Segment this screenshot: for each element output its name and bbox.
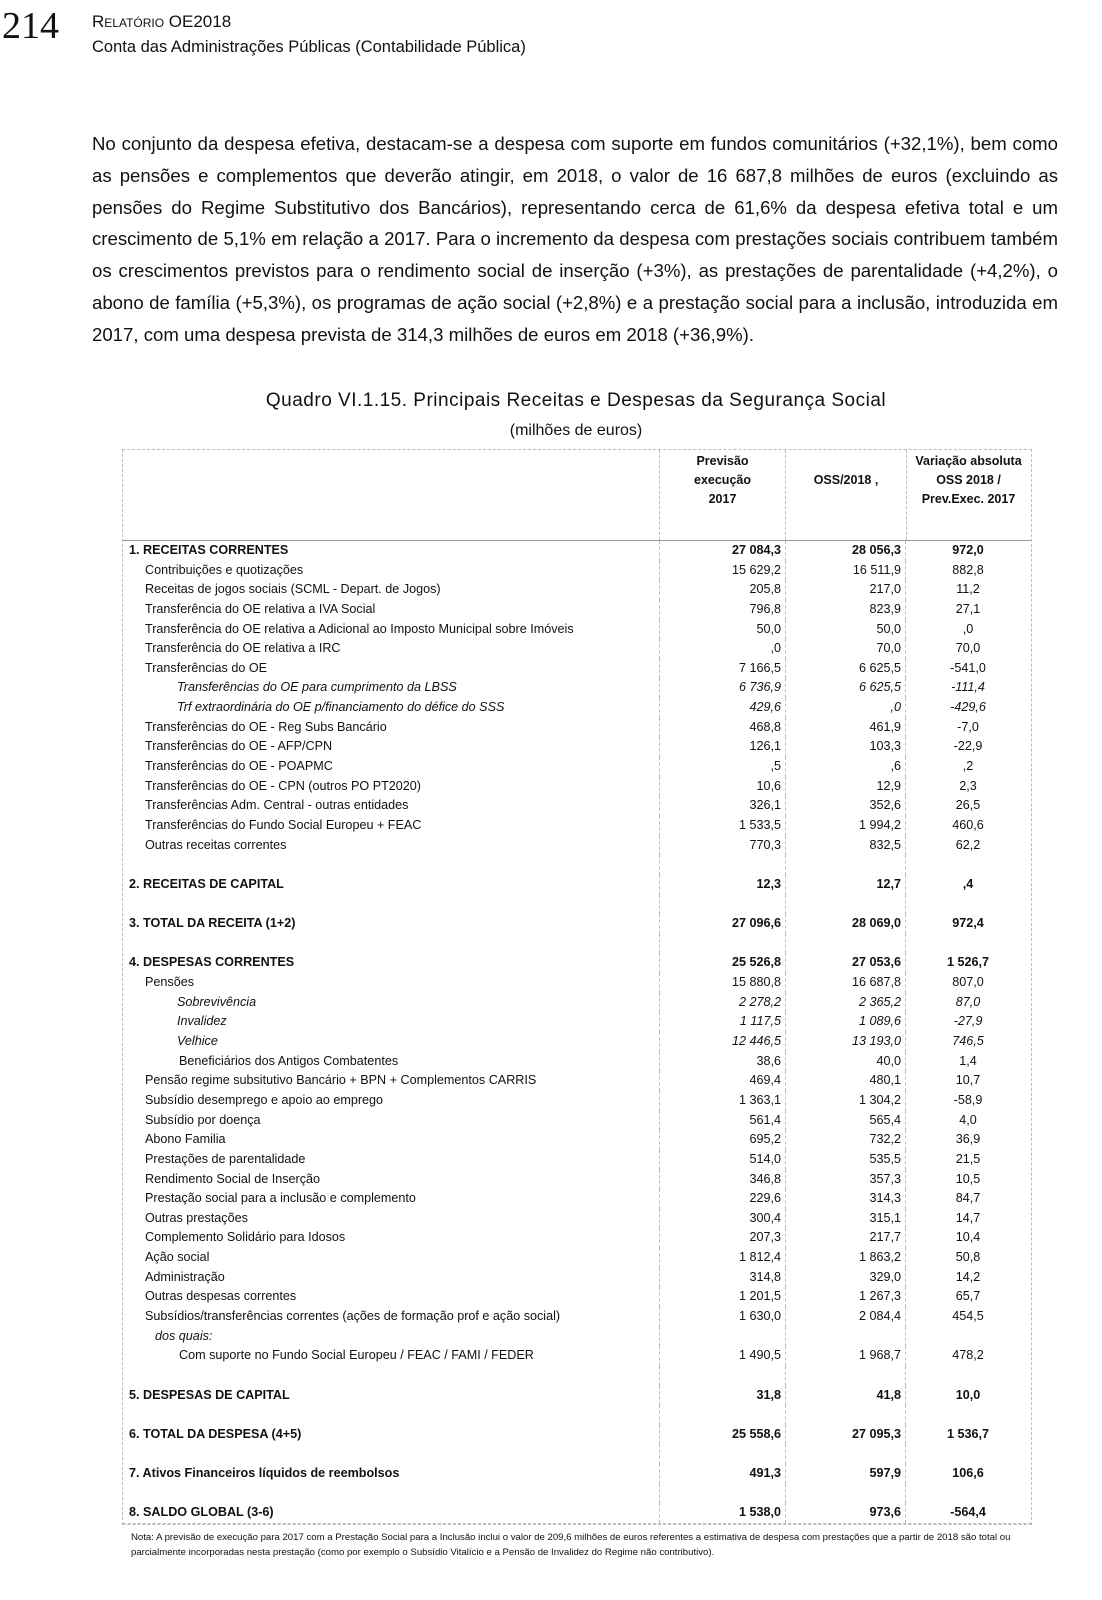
row-label: Pensão regime subsitutivo Bancário + BPN + Complementos CARRIS bbox=[145, 1073, 537, 1088]
row-label: Transferência do OE relativa a IVA Social bbox=[145, 601, 376, 616]
row-label: 3. TOTAL DA RECEITA (1+2) bbox=[129, 916, 296, 931]
value-oss-2018: 27 095,3 bbox=[785, 1425, 905, 1445]
value-prev-2017: 429,6 bbox=[659, 698, 785, 718]
table-row bbox=[123, 757, 1031, 777]
value-prev-2017: 15 880,8 bbox=[659, 973, 785, 993]
value-oss-2018 bbox=[785, 855, 905, 875]
report-subtitle: Conta das Administrações Públicas (Contabilidade Pública) bbox=[92, 38, 526, 56]
table-note: Nota: A previsão de execução para 2017 com a Prestação Social para a Inclusão inclui o valor de 209,6 milhões de euros referentes a estimativa de despesa com prestações que a partir de 2018 são total ou parcialmente incorporadas nesta prestação (como por exemplo o Subsídio Vitalício e a Pensão de Invalidez do Regime não contributivo). bbox=[131, 1532, 1011, 1558]
row-label: Transferências do OE - CPN (outros PO PT2020) bbox=[145, 778, 421, 793]
value-oss-2018: 1 968,7 bbox=[785, 1346, 905, 1366]
value-oss-2018: 357,3 bbox=[785, 1170, 905, 1190]
value-variation: 807,0 bbox=[905, 973, 1030, 993]
value-variation: 746,5 bbox=[905, 1032, 1030, 1052]
value-variation bbox=[905, 934, 1030, 954]
row-label: Subsídio desemprego e apoio ao emprego bbox=[145, 1092, 384, 1107]
row-label: Abono Familia bbox=[145, 1132, 226, 1147]
row-label: 2. RECEITAS DE CAPITAL bbox=[129, 876, 284, 891]
spacer-row bbox=[123, 895, 1031, 915]
value-variation: -7,0 bbox=[905, 718, 1030, 738]
value-prev-2017: 126,1 bbox=[659, 737, 785, 757]
value-oss-2018 bbox=[785, 1327, 905, 1347]
row-label: Transferência do OE relativa a Adicional ao Imposto Municipal sobre Imóveis bbox=[145, 621, 574, 636]
report-title: Relatório OE2018 bbox=[92, 12, 232, 31]
value-prev-2017: 469,4 bbox=[659, 1071, 785, 1091]
row-label: Com suporte no Fundo Social Europeu / FEAC / FAMI / FEDER bbox=[179, 1348, 534, 1363]
row-label bbox=[123, 855, 659, 875]
value-oss-2018: 16 511,9 bbox=[785, 561, 905, 581]
row-label: Transferências Adm. Central - outras entidades bbox=[145, 798, 409, 813]
row-label: Transferências do OE - Reg Subs Bancário bbox=[145, 719, 387, 734]
table-row bbox=[123, 1228, 1031, 1248]
table-row bbox=[123, 953, 1031, 973]
table-row bbox=[123, 836, 1031, 856]
value-oss-2018: 28 069,0 bbox=[785, 914, 905, 934]
table-row bbox=[123, 1386, 1031, 1406]
row-label: dos quais: bbox=[155, 1328, 213, 1343]
row-label: 7. Ativos Financeiros líquidos de reembolsos bbox=[129, 1466, 400, 1481]
row-label: Subsídios/transferências correntes (ações de formação prof e ação social) bbox=[145, 1308, 561, 1323]
value-variation: -111,4 bbox=[905, 678, 1030, 698]
table-row bbox=[123, 1130, 1031, 1150]
data-table bbox=[122, 449, 1032, 1525]
value-oss-2018: 480,1 bbox=[785, 1071, 905, 1091]
value-prev-2017: 314,8 bbox=[659, 1268, 785, 1288]
value-prev-2017 bbox=[659, 1444, 785, 1464]
value-variation: 454,5 bbox=[905, 1307, 1030, 1327]
row-label: Transferências do OE - AFP/CPN bbox=[145, 739, 333, 754]
value-prev-2017 bbox=[659, 1327, 785, 1347]
row-label: 4. DESPESAS CORRENTES bbox=[129, 955, 295, 970]
value-variation: ,2 bbox=[905, 757, 1030, 777]
value-variation: 65,7 bbox=[905, 1287, 1030, 1307]
value-oss-2018: 12,7 bbox=[785, 875, 905, 895]
value-variation: 26,5 bbox=[905, 796, 1030, 816]
value-oss-2018: 565,4 bbox=[785, 1111, 905, 1131]
value-variation bbox=[905, 1444, 1030, 1464]
value-oss-2018: 329,0 bbox=[785, 1268, 905, 1288]
value-oss-2018: 973,6 bbox=[785, 1503, 905, 1523]
value-oss-2018: 732,2 bbox=[785, 1130, 905, 1150]
row-label: Velhice bbox=[177, 1034, 218, 1049]
value-prev-2017: 10,6 bbox=[659, 777, 785, 797]
row-label: Transferências do OE - POAPMC bbox=[145, 759, 333, 774]
row-label: Outras receitas correntes bbox=[145, 837, 287, 852]
value-variation: -564,4 bbox=[905, 1503, 1030, 1523]
value-variation: -58,9 bbox=[905, 1091, 1030, 1111]
row-label: Contribuições e quotizações bbox=[145, 562, 304, 577]
value-prev-2017: 205,8 bbox=[659, 580, 785, 600]
value-prev-2017: 38,6 bbox=[659, 1052, 785, 1072]
value-variation: 21,5 bbox=[905, 1150, 1030, 1170]
value-prev-2017: 1 538,0 bbox=[659, 1503, 785, 1523]
table-row bbox=[123, 1189, 1031, 1209]
value-oss-2018: 823,9 bbox=[785, 600, 905, 620]
value-oss-2018: 103,3 bbox=[785, 737, 905, 757]
row-label: Prestação social para a inclusão e complemento bbox=[145, 1191, 416, 1206]
value-prev-2017: 15 629,2 bbox=[659, 561, 785, 581]
value-oss-2018: 13 193,0 bbox=[785, 1032, 905, 1052]
value-oss-2018 bbox=[785, 1444, 905, 1464]
value-variation: 14,2 bbox=[905, 1268, 1030, 1288]
value-variation: 70,0 bbox=[905, 639, 1030, 659]
value-prev-2017: 796,8 bbox=[659, 600, 785, 620]
value-variation: 10,5 bbox=[905, 1170, 1030, 1190]
header-blank bbox=[123, 450, 659, 540]
value-variation bbox=[905, 1484, 1030, 1504]
table-row bbox=[123, 914, 1031, 934]
value-prev-2017: 770,3 bbox=[659, 836, 785, 856]
value-prev-2017: 12,3 bbox=[659, 875, 785, 895]
value-oss-2018: 352,6 bbox=[785, 796, 905, 816]
row-label: Transferências do OE bbox=[145, 660, 268, 675]
value-oss-2018 bbox=[785, 934, 905, 954]
value-oss-2018: 1 863,2 bbox=[785, 1248, 905, 1268]
value-oss-2018: 2 365,2 bbox=[785, 993, 905, 1013]
value-prev-2017: 561,4 bbox=[659, 1111, 785, 1131]
row-label: 6. TOTAL DA DESPESA (4+5) bbox=[129, 1426, 302, 1441]
table-row bbox=[123, 561, 1031, 581]
table-row bbox=[123, 816, 1031, 836]
table-row bbox=[123, 1150, 1031, 1170]
spacer-row bbox=[123, 1405, 1031, 1425]
value-variation: -429,6 bbox=[905, 698, 1030, 718]
value-prev-2017: 1 812,4 bbox=[659, 1248, 785, 1268]
row-label: Administração bbox=[145, 1269, 225, 1284]
value-variation: 50,8 bbox=[905, 1248, 1030, 1268]
table-row bbox=[123, 1209, 1031, 1229]
value-variation: 460,6 bbox=[905, 816, 1030, 836]
value-variation: -541,0 bbox=[905, 659, 1030, 679]
value-variation: 1 536,7 bbox=[905, 1425, 1030, 1445]
value-oss-2018 bbox=[785, 1484, 905, 1504]
row-label: Transferências do OE para cumprimento da LBSS bbox=[177, 680, 457, 695]
row-label: Transferências do Fundo Social Europeu + FEAC bbox=[145, 817, 422, 832]
value-oss-2018: 41,8 bbox=[785, 1386, 905, 1406]
value-oss-2018 bbox=[785, 1366, 905, 1386]
row-label bbox=[123, 934, 659, 954]
value-variation: ,0 bbox=[905, 620, 1030, 640]
value-oss-2018 bbox=[785, 895, 905, 915]
body-paragraph: No conjunto da despesa efetiva, destacam-se a despesa com suporte em fundos comunitários (+32,1%), bem como as pensões e complementos que deverão atingir, em 2018, o valor de 16 687,8 milhões de euros (excluindo as pensões do Regime Substitutivo dos Bancários), representando cerca de 61,6% da despesa efetiva total e um crescimento de 5,1% em relação a 2017. Para o incremento da despesa com prestações sociais contribuem também os crescimentos previstos para o rendimento social de inserção (+3%), as prestações de parentalidade (+4,2%), o abono de família (+5,3%), os programas de ação social (+2,8%) e a prestação social para a inclusão, introduzida em 2017, com uma despesa prevista de 314,3 milhões de euros em 2018 (+36,9%). bbox=[92, 133, 1058, 345]
value-oss-2018: 70,0 bbox=[785, 639, 905, 659]
value-oss-2018: ,0 bbox=[785, 698, 905, 718]
value-oss-2018: 1 304,2 bbox=[785, 1091, 905, 1111]
table-row bbox=[123, 1248, 1031, 1268]
value-variation: 11,2 bbox=[905, 580, 1030, 600]
value-oss-2018: 217,0 bbox=[785, 580, 905, 600]
value-oss-2018: 217,7 bbox=[785, 1228, 905, 1248]
value-prev-2017: 7 166,5 bbox=[659, 659, 785, 679]
row-label: 8. SALDO GLOBAL (3-6) bbox=[129, 1505, 274, 1520]
spacer-row bbox=[123, 855, 1031, 875]
row-label: 1. RECEITAS CORRENTES bbox=[129, 543, 289, 557]
table-row bbox=[123, 1071, 1031, 1091]
row-label: Pensões bbox=[145, 975, 195, 990]
value-prev-2017: 27 084,3 bbox=[659, 541, 785, 561]
value-prev-2017: 6 736,9 bbox=[659, 678, 785, 698]
table-row bbox=[123, 620, 1031, 640]
page-number: 214 bbox=[2, 5, 59, 47]
value-prev-2017: 50,0 bbox=[659, 620, 785, 640]
table-row bbox=[123, 1268, 1031, 1288]
value-prev-2017 bbox=[659, 1484, 785, 1504]
table-header bbox=[123, 450, 1031, 541]
table-row bbox=[123, 1346, 1031, 1366]
value-oss-2018: 27 053,6 bbox=[785, 953, 905, 973]
value-variation: 972,4 bbox=[905, 914, 1030, 934]
table-row bbox=[123, 600, 1031, 620]
table-row bbox=[123, 1111, 1031, 1131]
row-label: Sobrevivência bbox=[177, 994, 257, 1009]
value-oss-2018: 6 625,5 bbox=[785, 678, 905, 698]
value-oss-2018: 832,5 bbox=[785, 836, 905, 856]
table-row bbox=[123, 1287, 1031, 1307]
table-row bbox=[123, 698, 1031, 718]
value-variation bbox=[905, 1405, 1030, 1425]
table-row bbox=[123, 580, 1031, 600]
table-row bbox=[123, 639, 1031, 659]
table-row bbox=[123, 796, 1031, 816]
table-row bbox=[123, 1052, 1031, 1072]
row-label: Beneficiários dos Antigos Combatentes bbox=[179, 1053, 399, 1068]
table-row bbox=[123, 1503, 1031, 1524]
value-variation: 10,4 bbox=[905, 1228, 1030, 1248]
row-label: Prestações de parentalidade bbox=[145, 1151, 306, 1166]
value-prev-2017: 1 630,0 bbox=[659, 1307, 785, 1327]
value-variation: 14,7 bbox=[905, 1209, 1030, 1229]
table-row bbox=[123, 1032, 1031, 1052]
table-body bbox=[123, 541, 1031, 1524]
value-variation: 10,0 bbox=[905, 1386, 1030, 1406]
value-variation: 62,2 bbox=[905, 836, 1030, 856]
value-oss-2018: 2 084,4 bbox=[785, 1307, 905, 1327]
value-variation: 882,8 bbox=[905, 561, 1030, 581]
spacer-row bbox=[123, 1484, 1031, 1504]
value-variation bbox=[905, 1327, 1030, 1347]
value-oss-2018: 50,0 bbox=[785, 620, 905, 640]
value-oss-2018: 12,9 bbox=[785, 777, 905, 797]
value-prev-2017: 1 363,1 bbox=[659, 1091, 785, 1111]
table-caption: Quadro VI.1.15. Principais Receitas e Despesas da Segurança Social bbox=[265, 390, 887, 411]
value-prev-2017: 1 117,5 bbox=[659, 1012, 785, 1032]
spacer-row bbox=[123, 934, 1031, 954]
value-prev-2017: ,5 bbox=[659, 757, 785, 777]
value-oss-2018: 597,9 bbox=[785, 1464, 905, 1484]
value-oss-2018: 1 994,2 bbox=[785, 816, 905, 836]
value-variation: 27,1 bbox=[905, 600, 1030, 620]
table-row bbox=[123, 777, 1031, 797]
value-prev-2017: 25 558,6 bbox=[659, 1425, 785, 1445]
table-row bbox=[123, 1091, 1031, 1111]
value-prev-2017 bbox=[659, 934, 785, 954]
row-label: Receitas de jogos sociais (SCML - Depart. de Jogos) bbox=[145, 582, 441, 597]
table-row bbox=[123, 875, 1031, 895]
value-oss-2018: 315,1 bbox=[785, 1209, 905, 1229]
value-prev-2017: 229,6 bbox=[659, 1189, 785, 1209]
table-row bbox=[123, 1425, 1031, 1445]
row-label bbox=[123, 895, 659, 915]
value-variation: 36,9 bbox=[905, 1130, 1030, 1150]
value-variation: 1 526,7 bbox=[905, 953, 1030, 973]
value-variation: 87,0 bbox=[905, 993, 1030, 1013]
value-variation bbox=[905, 1366, 1030, 1386]
table-row bbox=[123, 659, 1031, 679]
spacer-row bbox=[123, 1444, 1031, 1464]
row-label: 5. DESPESAS DE CAPITAL bbox=[129, 1387, 290, 1402]
value-oss-2018: ,6 bbox=[785, 757, 905, 777]
table-row bbox=[123, 1464, 1031, 1484]
value-prev-2017: 31,8 bbox=[659, 1386, 785, 1406]
value-prev-2017 bbox=[659, 1405, 785, 1425]
value-oss-2018: 1 089,6 bbox=[785, 1012, 905, 1032]
table-row bbox=[123, 1327, 1031, 1347]
value-prev-2017: 25 526,8 bbox=[659, 953, 785, 973]
value-oss-2018: 6 625,5 bbox=[785, 659, 905, 679]
row-label bbox=[123, 1405, 659, 1425]
row-label bbox=[123, 1444, 659, 1464]
value-variation: 2,3 bbox=[905, 777, 1030, 797]
row-label: Transferência do OE relativa a IRC bbox=[145, 641, 341, 656]
value-prev-2017: 1 533,5 bbox=[659, 816, 785, 836]
value-variation: ,4 bbox=[905, 875, 1030, 895]
value-oss-2018: 40,0 bbox=[785, 1052, 905, 1072]
value-prev-2017: 207,3 bbox=[659, 1228, 785, 1248]
table-row bbox=[123, 973, 1031, 993]
value-variation bbox=[905, 855, 1030, 875]
value-prev-2017 bbox=[659, 855, 785, 875]
value-prev-2017: 695,2 bbox=[659, 1130, 785, 1150]
header-variation: Variação absoluta OSS 2018 / Prev.Exec. 2017 bbox=[906, 450, 1030, 540]
value-variation: -27,9 bbox=[905, 1012, 1030, 1032]
value-variation: -22,9 bbox=[905, 737, 1030, 757]
table-unit: (milhões de euros) bbox=[509, 422, 643, 439]
table-row bbox=[123, 1307, 1031, 1327]
row-label: Outras prestações bbox=[145, 1210, 248, 1225]
value-variation: 106,6 bbox=[905, 1464, 1030, 1484]
value-prev-2017 bbox=[659, 1366, 785, 1386]
row-label bbox=[123, 1484, 659, 1504]
value-variation: 1,4 bbox=[905, 1052, 1030, 1072]
row-label: Trf extraordinária do OE p/financiamento do défice do SSS bbox=[177, 700, 505, 715]
value-variation: 84,7 bbox=[905, 1189, 1030, 1209]
table-row bbox=[123, 678, 1031, 698]
value-prev-2017: ,0 bbox=[659, 639, 785, 659]
value-prev-2017: 2 278,2 bbox=[659, 993, 785, 1013]
value-prev-2017 bbox=[659, 895, 785, 915]
table-row bbox=[123, 1012, 1031, 1032]
table-row bbox=[123, 737, 1031, 757]
row-label: Outras despesas correntes bbox=[145, 1289, 297, 1304]
row-label: Rendimento Social de Inserção bbox=[145, 1171, 321, 1186]
value-oss-2018: 535,5 bbox=[785, 1150, 905, 1170]
value-prev-2017: 300,4 bbox=[659, 1209, 785, 1229]
value-prev-2017: 1 201,5 bbox=[659, 1287, 785, 1307]
value-variation: 10,7 bbox=[905, 1071, 1030, 1091]
value-oss-2018 bbox=[785, 1405, 905, 1425]
value-variation bbox=[905, 895, 1030, 915]
value-oss-2018: 1 267,3 bbox=[785, 1287, 905, 1307]
value-prev-2017: 514,0 bbox=[659, 1150, 785, 1170]
value-oss-2018: 16 687,8 bbox=[785, 973, 905, 993]
value-prev-2017: 1 490,5 bbox=[659, 1346, 785, 1366]
table-row bbox=[123, 541, 1031, 561]
value-oss-2018: 28 056,3 bbox=[785, 541, 905, 561]
row-label: Ação social bbox=[145, 1250, 210, 1265]
value-oss-2018: 314,3 bbox=[785, 1189, 905, 1209]
header-oss-2018: OSS/2018 , bbox=[785, 450, 906, 540]
value-variation: 4,0 bbox=[905, 1111, 1030, 1131]
row-label: Subsídio por doença bbox=[145, 1112, 261, 1127]
table-row bbox=[123, 1170, 1031, 1190]
value-variation: 972,0 bbox=[905, 541, 1030, 561]
row-label: Complemento Solidário para Idosos bbox=[145, 1230, 346, 1245]
value-variation: 478,2 bbox=[905, 1346, 1030, 1366]
value-prev-2017: 468,8 bbox=[659, 718, 785, 738]
value-prev-2017: 27 096,6 bbox=[659, 914, 785, 934]
value-prev-2017: 346,8 bbox=[659, 1170, 785, 1190]
row-label: Invalidez bbox=[177, 1014, 227, 1029]
value-prev-2017: 12 446,5 bbox=[659, 1032, 785, 1052]
header-prev-2017: Previsão execução 2017 bbox=[659, 450, 785, 540]
value-prev-2017: 491,3 bbox=[659, 1464, 785, 1484]
spacer-row bbox=[123, 1366, 1031, 1386]
value-prev-2017: 326,1 bbox=[659, 796, 785, 816]
table-row bbox=[123, 718, 1031, 738]
value-oss-2018: 461,9 bbox=[785, 718, 905, 738]
table-row bbox=[123, 993, 1031, 1013]
row-label bbox=[123, 1366, 659, 1386]
